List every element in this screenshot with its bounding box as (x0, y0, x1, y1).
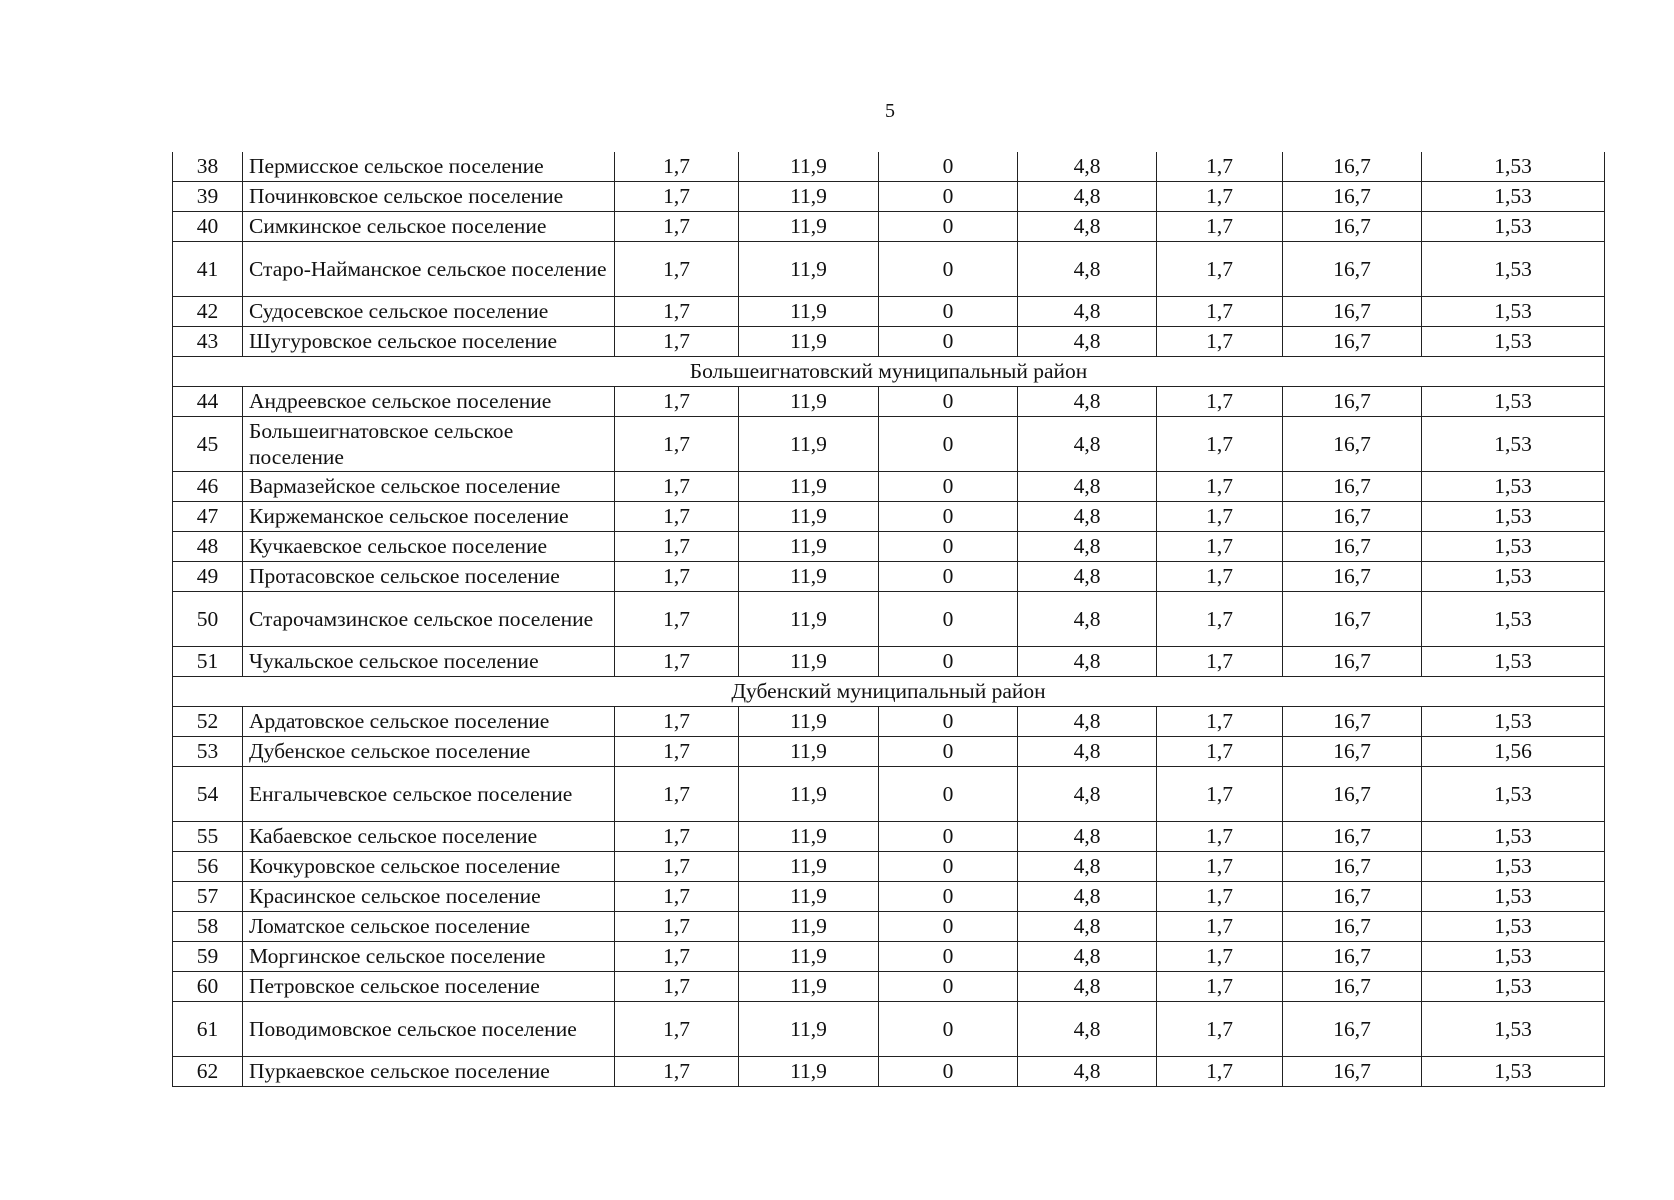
settlement-name: Поводимовское сельское поселение (243, 1002, 615, 1057)
value-cell: 1,53 (1422, 942, 1605, 972)
value-cell: 0 (879, 942, 1018, 972)
value-cell: 11,9 (739, 182, 879, 212)
value-cell: 1,7 (615, 182, 739, 212)
value-cell: 0 (879, 882, 1018, 912)
settlement-name: Старо-Найманское сельское поселение (243, 242, 615, 297)
table-row (173, 327, 1605, 357)
value-cell: 0 (879, 297, 1018, 327)
row-number: 43 (173, 327, 243, 357)
value-cell: 0 (879, 852, 1018, 882)
value-cell: 1,7 (615, 767, 739, 822)
row-number: 55 (173, 822, 243, 852)
value-cell: 4,8 (1018, 912, 1157, 942)
table-row (173, 972, 1605, 1002)
value-cell: 1,53 (1422, 767, 1605, 822)
settlement-name: Киржеманское сельское поселение (243, 502, 615, 532)
settlement-name: Петровское сельское поселение (243, 972, 615, 1002)
value-cell: 16,7 (1283, 1057, 1422, 1087)
value-cell: 16,7 (1283, 707, 1422, 737)
value-cell: 1,7 (615, 1002, 739, 1057)
value-cell: 0 (879, 912, 1018, 942)
value-cell: 11,9 (739, 912, 879, 942)
table-row (173, 822, 1605, 852)
table-row (173, 387, 1605, 417)
row-number: 48 (173, 532, 243, 562)
value-cell: 16,7 (1283, 647, 1422, 677)
value-cell: 11,9 (739, 297, 879, 327)
value-cell: 11,9 (739, 472, 879, 502)
value-cell: 11,9 (739, 327, 879, 357)
value-cell: 16,7 (1283, 592, 1422, 647)
value-cell: 11,9 (739, 152, 879, 182)
value-cell: 1,7 (1157, 707, 1283, 737)
row-number: 56 (173, 852, 243, 882)
settlement-name: Чукальское сельское поселение (243, 647, 615, 677)
value-cell: 11,9 (739, 972, 879, 1002)
table-row (173, 592, 1605, 647)
value-cell: 1,7 (1157, 737, 1283, 767)
value-cell: 4,8 (1018, 1057, 1157, 1087)
value-cell: 4,8 (1018, 767, 1157, 822)
value-cell: 1,7 (1157, 972, 1283, 1002)
value-cell: 16,7 (1283, 387, 1422, 417)
value-cell: 16,7 (1283, 822, 1422, 852)
value-cell: 0 (879, 387, 1018, 417)
value-cell: 1,7 (615, 212, 739, 242)
value-cell: 4,8 (1018, 972, 1157, 1002)
table-row (173, 297, 1605, 327)
row-number: 38 (173, 152, 243, 182)
value-cell: 16,7 (1283, 182, 1422, 212)
value-cell: 0 (879, 1002, 1018, 1057)
value-cell: 16,7 (1283, 502, 1422, 532)
value-cell: 1,7 (615, 1057, 739, 1087)
value-cell: 11,9 (739, 942, 879, 972)
value-cell: 4,8 (1018, 472, 1157, 502)
value-cell: 1,7 (615, 882, 739, 912)
value-cell: 0 (879, 212, 1018, 242)
value-cell: 0 (879, 972, 1018, 1002)
value-cell: 1,7 (1157, 822, 1283, 852)
value-cell: 4,8 (1018, 387, 1157, 417)
value-cell: 1,7 (615, 707, 739, 737)
row-number: 40 (173, 212, 243, 242)
table-row (173, 242, 1605, 297)
value-cell: 1,53 (1422, 1002, 1605, 1057)
value-cell: 11,9 (739, 1057, 879, 1087)
table-row (173, 152, 1605, 182)
value-cell: 4,8 (1018, 852, 1157, 882)
table-row (173, 852, 1605, 882)
row-number: 47 (173, 502, 243, 532)
row-number: 61 (173, 1002, 243, 1057)
value-cell: 16,7 (1283, 767, 1422, 822)
settlement-name: Кочкуровское сельское поселение (243, 852, 615, 882)
row-number: 57 (173, 882, 243, 912)
value-cell: 1,7 (1157, 852, 1283, 882)
settlement-name: Ардатовское сельское поселение (243, 707, 615, 737)
value-cell: 16,7 (1283, 327, 1422, 357)
value-cell: 11,9 (739, 822, 879, 852)
table-row (173, 182, 1605, 212)
row-number: 60 (173, 972, 243, 1002)
value-cell: 4,8 (1018, 532, 1157, 562)
row-number: 39 (173, 182, 243, 212)
settlement-name: Старочамзинское сельское поселение (243, 592, 615, 647)
settlement-name: Кучкаевское сельское поселение (243, 532, 615, 562)
value-cell: 4,8 (1018, 1002, 1157, 1057)
value-cell: 0 (879, 327, 1018, 357)
value-cell: 16,7 (1283, 472, 1422, 502)
table-row (173, 502, 1605, 532)
settlement-name: Моргинское сельское поселение (243, 942, 615, 972)
value-cell: 11,9 (739, 592, 879, 647)
row-number: 51 (173, 647, 243, 677)
value-cell: 0 (879, 472, 1018, 502)
value-cell: 1,53 (1422, 882, 1605, 912)
value-cell: 1,7 (615, 912, 739, 942)
table-row (173, 1057, 1605, 1087)
value-cell: 11,9 (739, 852, 879, 882)
value-cell: 1,7 (615, 297, 739, 327)
value-cell: 16,7 (1283, 417, 1422, 472)
value-cell: 1,7 (1157, 912, 1283, 942)
settlement-name: Пермисское сельское поселение (243, 152, 615, 182)
settlement-name: Андреевское сельское поселение (243, 387, 615, 417)
value-cell: 1,53 (1422, 1057, 1605, 1087)
settlement-name: Симкинское сельское поселение (243, 212, 615, 242)
value-cell: 1,53 (1422, 297, 1605, 327)
value-cell: 1,7 (615, 647, 739, 677)
value-cell: 4,8 (1018, 562, 1157, 592)
value-cell: 1,53 (1422, 562, 1605, 592)
value-cell: 16,7 (1283, 1002, 1422, 1057)
settlement-name: Енгалычевское сельское поселение (243, 767, 615, 822)
table-row (173, 912, 1605, 942)
value-cell: 1,53 (1422, 822, 1605, 852)
row-number: 46 (173, 472, 243, 502)
table-row (173, 707, 1605, 737)
table-row (173, 417, 1605, 472)
value-cell: 1,53 (1422, 242, 1605, 297)
value-cell: 11,9 (739, 242, 879, 297)
value-cell: 1,7 (615, 852, 739, 882)
value-cell: 16,7 (1283, 152, 1422, 182)
value-cell: 1,7 (615, 532, 739, 562)
settlement-name: Вармазейское сельское поселение (243, 472, 615, 502)
table-row (173, 212, 1605, 242)
value-cell: 1,53 (1422, 472, 1605, 502)
district-header-row (173, 357, 1605, 387)
value-cell: 16,7 (1283, 912, 1422, 942)
value-cell: 4,8 (1018, 212, 1157, 242)
value-cell: 16,7 (1283, 212, 1422, 242)
value-cell: 11,9 (739, 562, 879, 592)
value-cell: 16,7 (1283, 882, 1422, 912)
page-number: 5 (885, 100, 895, 122)
value-cell: 1,53 (1422, 327, 1605, 357)
value-cell: 1,7 (1157, 562, 1283, 592)
value-cell: 4,8 (1018, 822, 1157, 852)
district-header-row (173, 677, 1605, 707)
value-cell: 11,9 (739, 417, 879, 472)
table-row (173, 767, 1605, 822)
value-cell: 1,7 (1157, 212, 1283, 242)
value-cell: 1,7 (615, 242, 739, 297)
table-row (173, 737, 1605, 767)
value-cell: 1,7 (1157, 152, 1283, 182)
value-cell: 1,7 (1157, 592, 1283, 647)
table-row (173, 562, 1605, 592)
value-cell: 11,9 (739, 707, 879, 737)
value-cell: 0 (879, 592, 1018, 647)
value-cell: 11,9 (739, 737, 879, 767)
value-cell: 0 (879, 242, 1018, 297)
settlement-name: Судосевское сельское поселение (243, 297, 615, 327)
value-cell: 4,8 (1018, 882, 1157, 912)
row-number: 53 (173, 737, 243, 767)
value-cell: 0 (879, 417, 1018, 472)
table-row (173, 532, 1605, 562)
value-cell: 1,53 (1422, 387, 1605, 417)
value-cell: 4,8 (1018, 152, 1157, 182)
value-cell: 1,53 (1422, 212, 1605, 242)
table-row (173, 472, 1605, 502)
value-cell: 1,53 (1422, 912, 1605, 942)
table-row (173, 942, 1605, 972)
value-cell: 1,7 (615, 472, 739, 502)
value-cell: 4,8 (1018, 737, 1157, 767)
value-cell: 1,53 (1422, 532, 1605, 562)
value-cell: 1,7 (1157, 182, 1283, 212)
value-cell: 1,56 (1422, 737, 1605, 767)
settlements-table (172, 152, 1605, 1087)
row-number: 42 (173, 297, 243, 327)
settlement-name: Пуркаевское сельское поселение (243, 1057, 615, 1087)
value-cell: 1,7 (1157, 327, 1283, 357)
value-cell: 4,8 (1018, 182, 1157, 212)
value-cell: 0 (879, 182, 1018, 212)
value-cell: 1,7 (1157, 767, 1283, 822)
settlement-name: Кабаевское сельское поселение (243, 822, 615, 852)
value-cell: 16,7 (1283, 532, 1422, 562)
value-cell: 1,7 (1157, 1002, 1283, 1057)
value-cell: 4,8 (1018, 327, 1157, 357)
value-cell: 0 (879, 502, 1018, 532)
value-cell: 1,7 (1157, 942, 1283, 972)
settlement-name: Починковское сельское поселение (243, 182, 615, 212)
row-number: 59 (173, 942, 243, 972)
value-cell: 4,8 (1018, 942, 1157, 972)
district-name: Дубенский муниципальный район (173, 677, 1605, 707)
value-cell: 1,7 (1157, 502, 1283, 532)
value-cell: 1,7 (615, 592, 739, 647)
table-row (173, 882, 1605, 912)
value-cell: 1,7 (1157, 1057, 1283, 1087)
value-cell: 11,9 (739, 387, 879, 417)
settlement-name: Шугуровское сельское поселение (243, 327, 615, 357)
value-cell: 1,53 (1422, 152, 1605, 182)
value-cell: 16,7 (1283, 242, 1422, 297)
value-cell: 1,53 (1422, 502, 1605, 532)
value-cell: 4,8 (1018, 417, 1157, 472)
value-cell: 1,53 (1422, 707, 1605, 737)
value-cell: 16,7 (1283, 972, 1422, 1002)
row-number: 62 (173, 1057, 243, 1087)
value-cell: 1,7 (615, 737, 739, 767)
value-cell: 1,7 (615, 327, 739, 357)
value-cell: 1,7 (1157, 532, 1283, 562)
value-cell: 1,7 (615, 152, 739, 182)
value-cell: 0 (879, 647, 1018, 677)
value-cell: 11,9 (739, 647, 879, 677)
value-cell: 1,53 (1422, 182, 1605, 212)
value-cell: 16,7 (1283, 737, 1422, 767)
value-cell: 0 (879, 822, 1018, 852)
value-cell: 1,53 (1422, 592, 1605, 647)
row-number: 50 (173, 592, 243, 647)
value-cell: 1,7 (1157, 882, 1283, 912)
value-cell: 0 (879, 1057, 1018, 1087)
row-number: 45 (173, 417, 243, 472)
settlement-name: Протасовское сельское поселение (243, 562, 615, 592)
value-cell: 16,7 (1283, 562, 1422, 592)
value-cell: 11,9 (739, 882, 879, 912)
value-cell: 16,7 (1283, 942, 1422, 972)
value-cell: 1,53 (1422, 852, 1605, 882)
table-row (173, 1002, 1605, 1057)
value-cell: 0 (879, 562, 1018, 592)
district-name: Большеигнатовский муниципальный район (173, 357, 1605, 387)
value-cell: 4,8 (1018, 502, 1157, 532)
value-cell: 1,53 (1422, 647, 1605, 677)
value-cell: 11,9 (739, 212, 879, 242)
value-cell: 11,9 (739, 767, 879, 822)
value-cell: 16,7 (1283, 297, 1422, 327)
value-cell: 1,7 (615, 942, 739, 972)
value-cell: 1,7 (1157, 387, 1283, 417)
value-cell: 4,8 (1018, 707, 1157, 737)
row-number: 54 (173, 767, 243, 822)
value-cell: 1,7 (1157, 472, 1283, 502)
value-cell: 1,7 (1157, 417, 1283, 472)
settlement-name: Ломатское сельское поселение (243, 912, 615, 942)
row-number: 41 (173, 242, 243, 297)
settlement-name: Красинское сельское поселение (243, 882, 615, 912)
value-cell: 1,7 (615, 387, 739, 417)
value-cell: 1,7 (1157, 647, 1283, 677)
value-cell: 1,7 (615, 822, 739, 852)
value-cell: 0 (879, 767, 1018, 822)
value-cell: 1,7 (615, 562, 739, 592)
value-cell: 1,7 (615, 417, 739, 472)
settlement-name: Дубенское сельское поселение (243, 737, 615, 767)
value-cell: 0 (879, 152, 1018, 182)
value-cell: 11,9 (739, 1002, 879, 1057)
row-number: 49 (173, 562, 243, 592)
value-cell: 16,7 (1283, 852, 1422, 882)
row-number: 44 (173, 387, 243, 417)
value-cell: 0 (879, 737, 1018, 767)
value-cell: 11,9 (739, 532, 879, 562)
value-cell: 1,7 (615, 502, 739, 532)
table-body (173, 152, 1605, 1087)
value-cell: 11,9 (739, 502, 879, 532)
row-number: 58 (173, 912, 243, 942)
value-cell: 0 (879, 532, 1018, 562)
value-cell: 0 (879, 707, 1018, 737)
value-cell: 4,8 (1018, 242, 1157, 297)
table-row (173, 647, 1605, 677)
value-cell: 4,8 (1018, 297, 1157, 327)
value-cell: 1,53 (1422, 417, 1605, 472)
value-cell: 4,8 (1018, 647, 1157, 677)
value-cell: 1,7 (1157, 242, 1283, 297)
value-cell: 1,53 (1422, 972, 1605, 1002)
settlement-name: Большеигнатовское сельское поселение (243, 417, 615, 472)
row-number: 52 (173, 707, 243, 737)
value-cell: 4,8 (1018, 592, 1157, 647)
value-cell: 1,7 (615, 972, 739, 1002)
value-cell: 1,7 (1157, 297, 1283, 327)
